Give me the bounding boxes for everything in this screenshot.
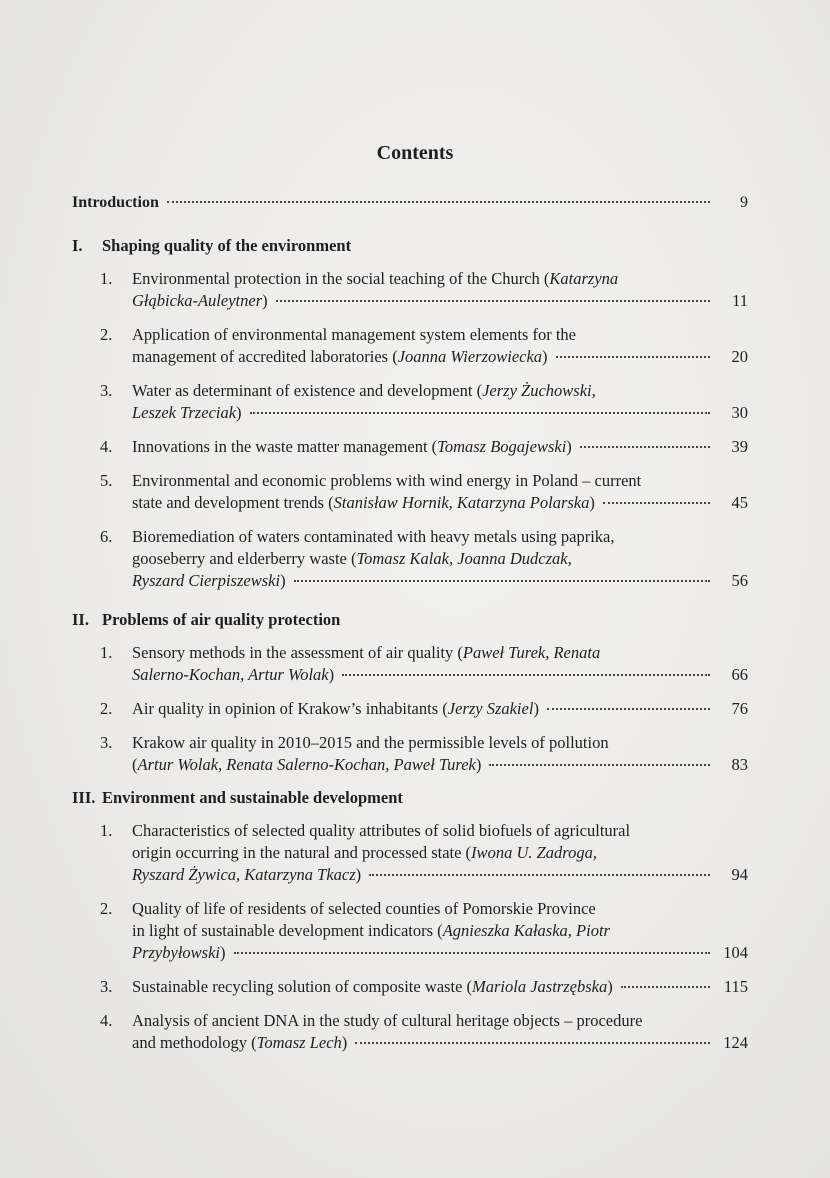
entry-page: 56: [731, 571, 748, 590]
entry-text: Sensory methods in the assessment of air quality (: [132, 643, 463, 662]
entry-page: 30: [731, 403, 748, 422]
toc-entry: [72, 642, 748, 686]
dot-leader: [556, 356, 710, 358]
entry-text: Sustainable recycling solution of composite waste (: [132, 977, 473, 996]
entry-author: Paweł Turek, Renata: [462, 643, 601, 662]
introduction-label: Introduction: [72, 194, 159, 211]
entry-author: Joanna Wierzowiecka: [397, 347, 543, 366]
entry-text: (: [132, 755, 138, 774]
introduction-page: 9: [740, 194, 748, 211]
entry-number: 2.: [100, 325, 113, 344]
page-title: Contents: [376, 142, 454, 164]
entry-text: Environmental protection in the social teaching of the Church (: [132, 269, 550, 288]
entry-text: ): [220, 943, 226, 962]
section-numeral: II.: [72, 610, 89, 629]
entry-text: ): [566, 437, 572, 456]
entry-text: state and development trends (: [132, 493, 334, 512]
entry-text: Analysis of ancient DNA in the study of cultural heritage objects – procedure: [132, 1011, 643, 1030]
toc-entry: [72, 1010, 748, 1054]
toc-entry: [72, 526, 748, 592]
entry-page: 20: [731, 347, 748, 366]
entry-author: Tomasz Lech: [256, 1033, 342, 1052]
entry-text: Bioremediation of waters contaminated with heavy metals using paprika,: [132, 527, 615, 546]
entry-author: Agnieszka Kałaska, Piotr: [442, 921, 610, 940]
entry-text: ): [533, 699, 539, 718]
entry-text: management of accredited laboratories (: [132, 347, 398, 366]
toc-entry: [72, 976, 748, 998]
entry-text: Characteristics of selected quality attributes of solid biofuels of agricultural: [132, 821, 631, 840]
section-heading: [72, 788, 748, 808]
entry-author: Salerno-Kochan, Artur Wolak: [132, 665, 329, 684]
toc-entry: [72, 820, 748, 886]
entry-number: 3.: [100, 977, 113, 996]
dot-leader: [167, 201, 710, 203]
table-of-contents: [72, 194, 748, 1054]
entry-page: 66: [731, 665, 748, 684]
entry-author: Jerzy Żuchowski,: [482, 381, 596, 400]
entry-text: ): [328, 665, 335, 684]
entry-number: 1.: [100, 821, 113, 840]
entry-author: Leszek Trzeciak: [132, 403, 237, 422]
dot-leader: [621, 986, 710, 988]
entry-author: Mariola Jastrzębska: [472, 977, 608, 996]
entry-text: ): [589, 493, 595, 512]
entry-text: ): [236, 403, 242, 422]
entry-text: ): [341, 1033, 348, 1052]
entry-number: 1.: [100, 643, 113, 662]
entry-number: 1.: [100, 269, 113, 288]
dot-leader: [234, 952, 711, 954]
entry-page: 45: [731, 493, 748, 512]
entry-text: Quality of life of residents of selected counties of Pomorskie Province: [132, 899, 596, 918]
entry-number: 2.: [100, 899, 113, 918]
entry-number: 6.: [100, 527, 113, 546]
entry-number: 4.: [100, 1011, 113, 1030]
entry-text: ): [280, 571, 286, 590]
section-heading: [72, 236, 748, 256]
entry-page: 115: [723, 977, 748, 996]
entry-author: Iwona U. Zadroga,: [471, 843, 597, 862]
entry-page: 39: [731, 437, 748, 456]
toc-introduction: [72, 194, 748, 224]
section-heading: [72, 610, 748, 630]
entry-author: Ryszard Żywica, Katarzyna Tkacz: [132, 865, 356, 884]
entry-author: Jerzy Szakiel: [447, 699, 534, 718]
entry-author: Artur Wolak, Renata Salerno-Kochan, Paweł Turek: [137, 755, 476, 774]
entry-author: Przybyłowski: [132, 943, 220, 962]
entry-page: 11: [732, 291, 748, 310]
entry-text: Environmental and economic problems with wind energy in Poland – current: [132, 471, 642, 490]
entry-text: ): [475, 755, 482, 774]
entry-number: 5.: [100, 471, 113, 490]
toc-entry: [72, 268, 748, 312]
dot-leader: [369, 874, 710, 876]
entry-text: and methodology (: [132, 1033, 257, 1052]
entry-page: 124: [723, 1033, 748, 1052]
entry-author: Katarzyna: [549, 269, 619, 288]
entry-number: 3.: [100, 733, 113, 752]
entry-page: 83: [731, 755, 748, 774]
section-numeral: III.: [72, 788, 96, 807]
toc-entry: [72, 698, 748, 720]
entry-number: 4.: [100, 437, 113, 456]
toc-entry: [72, 380, 748, 424]
entry-text: ): [262, 291, 268, 310]
toc-entry: [72, 436, 748, 458]
dot-leader: [294, 580, 710, 582]
entry-page: 94: [731, 865, 748, 884]
entry-author: Ryszard Cierpiszewski: [132, 571, 281, 590]
section-title: Shaping quality of the environment: [102, 236, 352, 255]
entry-text: gooseberry and elderberry waste (: [132, 549, 357, 568]
toc-entry: [72, 898, 748, 964]
entry-text: Water as determinant of existence and development (: [132, 381, 483, 400]
dot-leader: [547, 708, 710, 710]
toc-entry: [72, 324, 748, 368]
entry-text: in light of sustainable development indicators (: [132, 921, 443, 940]
entry-author: Głąbicka-Auleytner: [132, 291, 263, 310]
entry-number: 3.: [100, 381, 113, 400]
entry-text: Air quality in opinion of Krakow’s inhabitants (: [132, 699, 448, 718]
entry-page: 76: [731, 699, 748, 718]
entry-text: Krakow air quality in 2010–2015 and the permissible levels of pollution: [132, 733, 609, 752]
dot-leader: [342, 674, 710, 676]
entry-author: Stanisław Hornik, Katarzyna Polarska: [333, 493, 590, 512]
toc-entry: [72, 470, 748, 514]
entry-author: Tomasz Bogajewski: [437, 437, 567, 456]
dot-leader: [489, 764, 710, 766]
toc-entry: [72, 732, 748, 776]
entry-text: ): [607, 977, 613, 996]
entry-text: origin occurring in the natural and processed state (: [132, 843, 472, 862]
entry-number: 2.: [100, 699, 113, 718]
entry-text: ): [355, 865, 362, 884]
dot-leader: [276, 300, 710, 302]
section-numeral: I.: [72, 236, 83, 255]
entry-author: Tomasz Kalak, Joanna Dudczak,: [356, 549, 572, 568]
dot-leader: [355, 1042, 710, 1044]
section-title: Environment and sustainable development: [102, 788, 403, 807]
entry-text: Application of environmental management system elements for the: [132, 325, 576, 344]
entry-text: ): [542, 347, 548, 366]
dot-leader: [580, 446, 710, 448]
entry-page: 104: [723, 943, 748, 962]
dot-leader: [250, 412, 710, 414]
entry-text: Innovations in the waste matter management (: [132, 437, 438, 456]
section-title: Problems of air quality protection: [102, 610, 341, 629]
dot-leader: [603, 502, 710, 504]
